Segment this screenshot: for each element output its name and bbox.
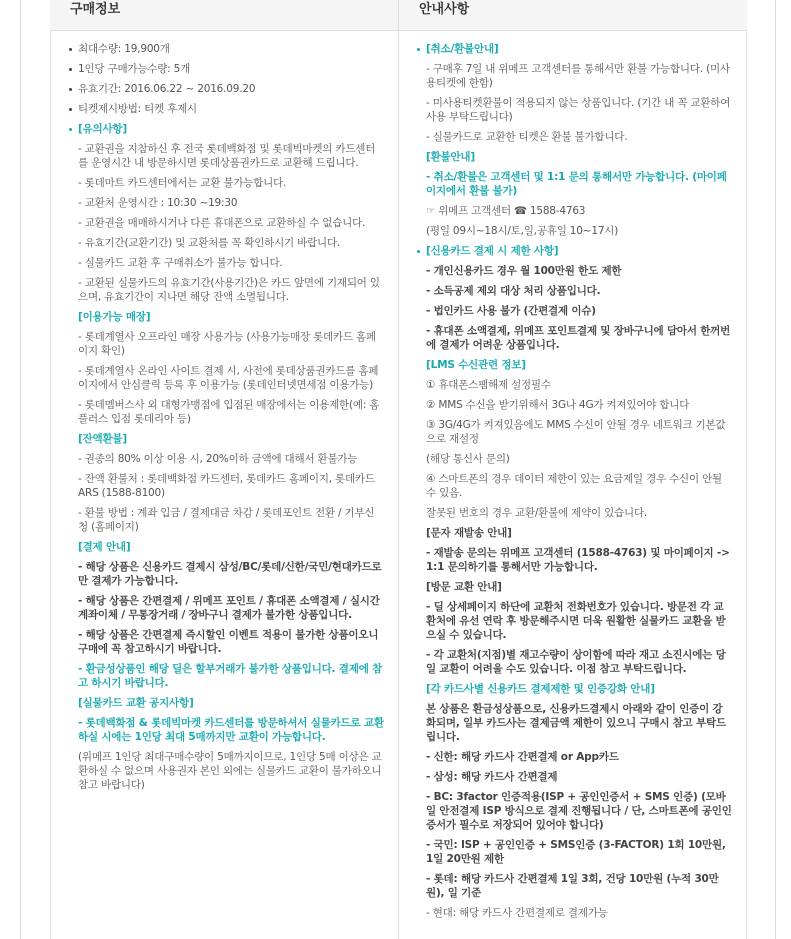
list-item: - 롯데마트 카드센터에서는 교환 불가능합니다. [78, 177, 287, 189]
phone-icon: ☎ [513, 205, 527, 217]
bullet-max-quantity: 최대수량: 19,900개 [66, 42, 384, 56]
payment-highlight: - 환금성상품인 해당 딜은 할부거래가 불가한 상품입니다. 결제에 참고 하시기 바랍니다. [78, 663, 383, 689]
list-item: (해당 통신사 문의) [426, 453, 510, 465]
section-credit-title: [신용카드 결제 시 제한 사항] [414, 244, 732, 258]
bullet-dot-icon [417, 250, 420, 253]
list-item: - 교환권을 지참하신 후 전국 롯데백화점 및 롯데빅마켓의 카드센터를 운영시간 내 방문하시면 롯데상품권카드로 교환해 드립니다. [78, 143, 376, 169]
resend-text: - 재발송 문의는 위메프 고객센터 (1588-4763) 및 마이페이지 -> 1:1 문의하기를 통해서만 가능합니다. [426, 547, 730, 573]
list-item: - 딜 상세페이지 하단에 교환처 전화번호가 있습니다. 방문전 각 교환처에 유선 연락 후 방문해주시면 더욱 원활한 실물카드 교환을 받으실 수 있습니다. [426, 601, 726, 641]
list-item: - 실물카드로 교환한 티켓은 환불 불가합니다. [426, 131, 628, 143]
list-item: - 환불 방법 : 계좌 입금 / 결제대금 차감 / 롯데포인트 전환 / 기부신청 (홈페이지) [78, 507, 375, 533]
list-item: - 교환처 운영시간 : 10:30 ~19:30 [78, 197, 238, 209]
list-item: ③ 3G/4G가 켜져있음에도 MMS 수신이 안될 경우 네트워크 기본값으로 재설정 [426, 419, 726, 445]
list-item: - 삼성: 해당 카드사 간편결제 [426, 771, 558, 783]
list-item: - 롯데멤버스사 외 대형가맹점에 입점된 매장에서는 이용제한(예: 홈플러스 입점 롯데리아 등) [78, 399, 380, 425]
section-payment-title: [결제 안내] [78, 541, 131, 553]
section-caution-title: [유의사항] [66, 122, 384, 136]
list-item: - 현대: 해당 카드사 간편결제로 결제가능 [426, 907, 608, 919]
list-item: - 교환권을 매매하시거나 다른 휴대폰으로 교환하실 수 없습니다. [78, 217, 366, 229]
panel-header [50, 0, 747, 31]
exchange-highlight: - 롯데백화점 & 롯데빅마켓 카드센터를 방문하셔서 실물카드로 교환하실 시에는 1인당 최대 5매까지만 교환이 가능합니다. [78, 717, 384, 743]
section-exchange-notice-title: [실물카드 교환 공지사항] [78, 697, 194, 709]
header-divider [398, 0, 399, 31]
bullet-dot-icon [417, 48, 420, 51]
list-item: - 개인신용카드 경우 월 100만원 한도 제한 [426, 265, 622, 277]
section-resend-title: [문자 재발송 안내] [426, 527, 512, 539]
list-item: - 교환된 실물카드의 유효기간(사용기간)은 카드 앞면에 기재되어 있으며, 유효기간이 지나면 해당 잔액 소멸됩니다. [78, 277, 380, 303]
section-cancel-title: [취소/환불안내] [414, 42, 732, 56]
bullet-dot-icon [69, 68, 72, 71]
section-usage-title: [이용가능 매장] [78, 311, 151, 323]
section-refund-title: [잔액환불] [78, 433, 127, 445]
notice-column [414, 42, 732, 926]
bullet-per-person-limit: 1인당 구매가능수량: 5개 [66, 62, 384, 76]
list-item: - 실물카드 교환 후 구매취소가 불가능 합니다. [78, 257, 283, 269]
list-item: 잘못된 번호의 경우 교환/환불에 제약이 있습니다. [426, 507, 648, 519]
list-item: - 유효기간(교환기간) 및 교환처를 꼭 확인하시기 바랍니다. [78, 237, 341, 249]
list-item: - 법인카드 사용 불가 (간편결제 이슈) [426, 305, 596, 317]
customer-center-hours: (평일 09시~18시/토,일,공휴일 10~17시) [426, 225, 619, 237]
list-item: ④ 스마트폰의 경우 데이터 제한이 있는 요금제일 경우 수신이 안될 수 있음. [426, 473, 722, 499]
notice-title: 안내사항 [419, 2, 470, 17]
list-item: ① 휴대폰스팸해제 설정필수 [426, 379, 551, 391]
list-item: - 롯데: 해당 카드사 간편결제 1일 3회, 건당 10만원 (누적 30만원), 일 기준 [426, 873, 719, 899]
list-item: - 신한: 해당 카드사 간편결제 or App카드 [426, 751, 619, 763]
list-item: - 롯데계열사 온라인 사이트 결제 시, 사전에 롯데상품권카드를 홈페이지에서 안심클릭 등록 후 이용가능 (롯데인터넷면세점 이용가능) [78, 365, 379, 391]
purchase-info-column [66, 42, 384, 798]
list-item: - 휴대폰 소액결제, 위메프 포인트결제 및 장바구니에 담아서 한꺼번에 결제가 어려운 상품입니다. [426, 325, 731, 351]
bullet-dot-icon [69, 88, 72, 91]
section-lms-title: [LMS 수신관련 정보] [426, 359, 526, 371]
list-item: - 구매후 7일 내 위메프 고객센터를 통해서만 환불 가능합니다. (미사용티켓에 한함) [426, 63, 730, 89]
column-divider [398, 31, 399, 939]
list-item: - 해당 상품은 간편결제 / 위메프 포인트 / 휴대폰 소액결제 / 실시간 계좌이체 / 무통장거래 / 장바구니 결제가 불가한 상품입니다. [78, 595, 380, 621]
bullet-validity: 유효기간: 2016.06.22 ~ 2016.09.20 [66, 82, 384, 96]
bullet-dot-icon [69, 48, 72, 51]
list-item: - 해당 상품은 간편결제 즉시할인 이벤트 적용이 불가한 상품이오니 구매에 꼭 참고하시기 바랍니다. [78, 629, 379, 655]
refund-highlight: - 취소/환불은 고객센터 및 1:1 문의 통해서만 가능합니다. (마이페이지에서 환불 불가) [426, 171, 727, 197]
customer-center-contact: ☞ 위메프 고객센터 ☎ 1588-4763 [426, 205, 586, 217]
list-item: - 각 교환처(지점)별 재고수량이 상이함에 따라 재고 소진시에는 당일 교환이 어려울 수도 있습니다. 이점 참고 부탁드립니다. [426, 649, 726, 675]
exchange-note: (위메프 1인당 최대구매수량이 5매까지이므로, 1인당 5매 이상은 교환하실 수 없으며 사용권자 본인 외에는 실물카드 교환이 불가하오니 참고 바랍니다) [78, 751, 382, 791]
bullet-dot-icon [69, 108, 72, 111]
list-item: - 권종의 80% 이상 이용 시, 20%이하 금액에 대해서 환불가능 [78, 453, 358, 465]
section-refund-guide-title: [환불안내] [426, 151, 475, 163]
list-item: - 해당 상품은 신용카드 결제시 삼성/BC/롯데/신한/국민/현대카드로만 결제가 가능합니다. [78, 561, 382, 587]
card-limits-intro: 본 상품은 환금성상품으로, 신용카드결제시 아래와 같이 인증이 강화되며, 일부 카드사는 결제금액 제한이 있으니 구매시 참고 부탁드립니다. [426, 703, 726, 743]
list-item: ② MMS 수신을 받기위해서 3G나 4G가 켜져있어야 합니다 [426, 399, 690, 411]
list-item: - BC: 3factor 인증적용(ISP + 공인인증서 + SMS 인증) (모바일 안전결제 ISP 방식으로 결제 진행됩니다 / 단, 스마트폰에 공인인증서가 필수로 저장되어 있어야 합니다) [426, 791, 732, 831]
purchase-info-title: 구매정보 [70, 2, 121, 17]
list-item: - 미사용티켓환불이 적용되지 않는 상품입니다. (기간 내 꼭 교환하여 사용 부탁드립니다) [426, 97, 731, 123]
section-visit-title: [방문 교환 안내] [426, 581, 502, 593]
hand-point-icon: ☞ [426, 205, 436, 217]
bullet-ticket-method: 티켓제시방법: 티켓 후제시 [66, 102, 384, 116]
section-card-limits-title: [각 카드사별 신용카드 결제제한 및 인증강화 안내] [426, 683, 655, 695]
list-item: - 소득공제 제외 대상 처리 상품입니다. [426, 285, 601, 297]
list-item: - 롯데계열사 오프라인 매장 사용가능 (사용가능매장 롯데카드 홈페이지 확인) [78, 331, 376, 357]
list-item: - 잔액 환불처 : 롯데백화점 카드센터, 롯데카드 홈페이지, 롯데카드 ARS (1588-8100) [78, 473, 375, 499]
bullet-dot-icon [69, 128, 72, 131]
list-item: - 국민: ISP + 공인인증 + SMS인증 (3-FACTOR) 1회 10만원, 1일 20만원 제한 [426, 839, 726, 865]
